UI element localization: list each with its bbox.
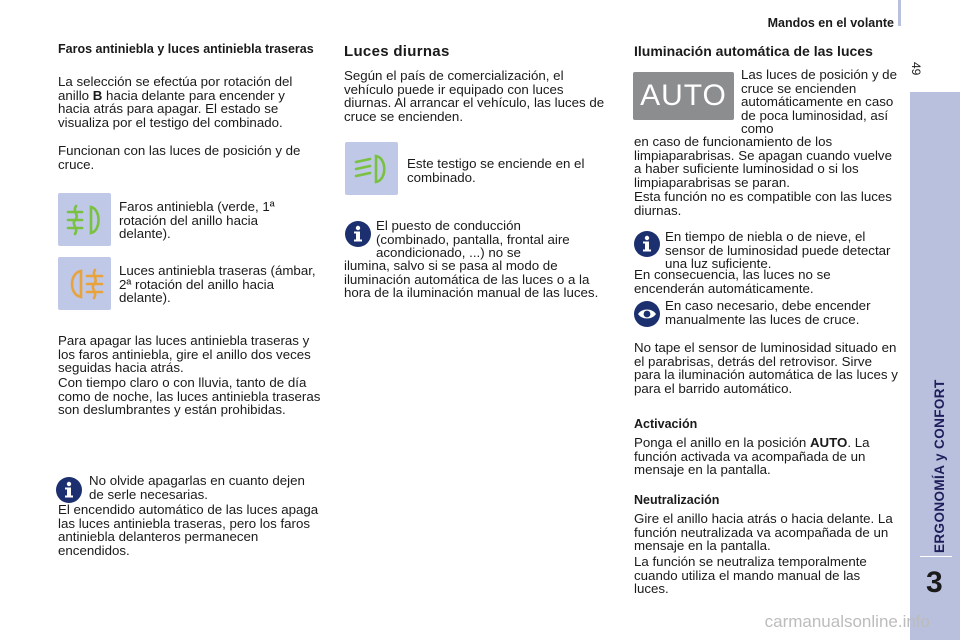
col1-heading: Faros antiniebla y luces antiniebla traseras — [58, 42, 314, 56]
col2-info-note-a: El puesto de conducción (combinado, pantalla, frontal aire acondicionado, ...) no se — [376, 218, 570, 260]
neutralization-paragraph-2: La función se neutraliza temporalmente cuando utiliza el mando manual de las luces. — [634, 554, 867, 596]
auto-symbol — [633, 72, 734, 120]
header-rule — [898, 0, 901, 26]
auto-label: AUTO — [640, 79, 727, 112]
activation-text: Ponga el anillo en la posición AUTO. La función activada va acompañada de un mensaje en la pantalla. — [634, 435, 870, 477]
front-fog-caption: Faros antiniebla (verde, 1ª rotación del anillo hacia delante). — [119, 199, 275, 241]
col1-info-note: No olvide apagarlas en cuanto dejen de serle necesarias. — [89, 473, 305, 502]
chapter-number: 3 — [926, 566, 943, 599]
info-icon — [56, 477, 82, 503]
daytime-lamp-caption: Este testigo se enciende en el combinado. — [407, 156, 585, 185]
col3-paragraph-2: Esta función no es compatible con las luces diurnas. — [634, 189, 892, 218]
info-icon — [634, 231, 660, 257]
col3-paragraph-3: No tape el sensor de luminosidad situado en el parabrisas, detrás del retrovisor. Sirve para la iluminación automática de las luces y para el barrido automático. — [634, 340, 898, 396]
col3-info-note-b: En consecuencia, las luces no se encenderán automáticamente. — [634, 267, 831, 296]
eye-icon — [634, 301, 660, 327]
side-tab — [910, 92, 960, 640]
col3-heading: Iluminación automática de las luces — [634, 43, 873, 59]
col1-paragraph-3: Para apagar las luces antiniebla traseras y los faros antiniebla, gire el anillo dos veces seguidas hacia atrás. — [58, 333, 311, 375]
col1-paragraph-4: Con tiempo claro o con lluvia, tanto de día como de noche, las luces antiniebla traseras son deslumbrantes y están prohibidas. — [58, 375, 321, 417]
rear-fog-lamp-icon — [58, 257, 111, 310]
rear-fog-caption: Luces antiniebla traseras (ámbar, 2ª rotación del anillo hacia delante). — [119, 263, 316, 305]
neutralization-heading: Neutralización — [634, 493, 720, 507]
info-icon — [345, 221, 371, 247]
page-number: 49 — [909, 62, 923, 76]
col2-heading: Luces diurnas — [344, 43, 450, 60]
col3-info-note-a: En tiempo de niebla o de nieve, el sensor de luminosidad puede detectar una luz suficiente. — [665, 229, 891, 271]
col3-paragraph-1b: en caso de funcionamiento de los limpiaparabrisas. Se apagan cuando vuelve a haber suficiente luminosidad o si los limpiaparabrisas se paran. — [634, 134, 892, 190]
header-title: Mandos en el volante — [767, 16, 894, 30]
side-tab-label: ERGONOMÍA y CONFORT — [932, 379, 947, 553]
front-fog-lamp-icon — [58, 193, 111, 246]
col3-paragraph-1a: Las luces de posición y de cruce se encienden automáticamente en caso de poca luminosidad, así como — [741, 67, 897, 136]
col2-info-note-b: ilumina, salvo si se pasa al modo de iluminación automática de las luces o a la hora de la iluminación manual de las luces. — [344, 258, 599, 300]
col1-paragraph-5: El encendido automático de las luces apaga las luces antiniebla traseras, pero los faros antiniebla delanteros permanecen encendidos. — [58, 502, 319, 558]
watermark: carmanualsonline.info — [764, 612, 930, 631]
col1-paragraph-1: La selección se efectúa por rotación del anillo B hacia delante para encender y hacia atrás para apagar. El estado se visualiza por el testigo del combinado. — [58, 74, 293, 130]
col1-paragraph-2: Funcionan con las luces de posición y de cruce. — [58, 143, 301, 172]
daytime-lamp-icon — [345, 142, 398, 195]
side-tab-divider — [920, 556, 952, 557]
activation-heading: Activación — [634, 417, 698, 431]
col3-eye-note: En caso necesario, debe encender manualmente las luces de cruce. — [665, 298, 871, 327]
neutralization-paragraph-1: Gire el anillo hacia atrás o hacia delante. La función neutralizada va acompañada de un mensaje en la pantalla. — [634, 511, 893, 553]
col2-paragraph-1: Según el país de comercialización, el vehículo puede ir equipado con luces diurnas. Al arrancar el vehículo, las luces de cruce se encienden. — [344, 68, 605, 124]
